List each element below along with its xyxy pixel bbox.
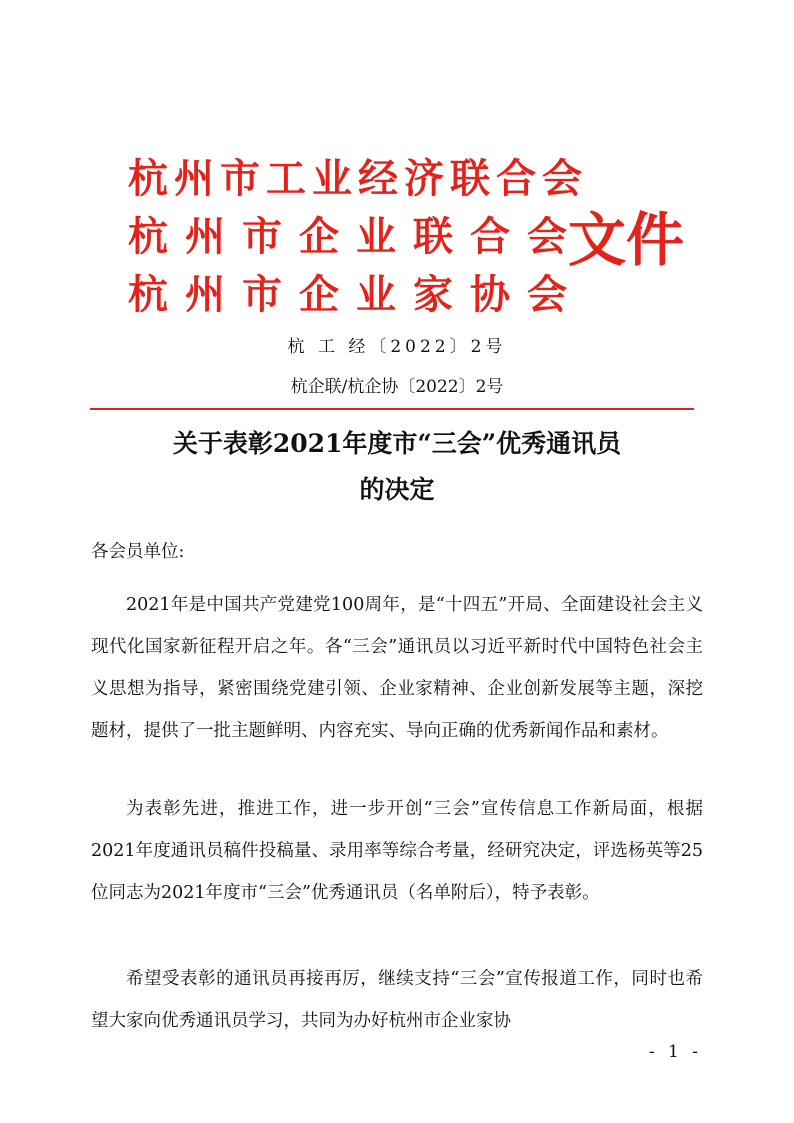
document-type-label: 文件 <box>568 206 685 274</box>
body-paragraph-3 <box>91 958 703 1042</box>
document-number-2: 杭企联/杭企协〔2022〕2号 <box>290 377 504 397</box>
paragraph-text: 2021年是中国共产党建党100周年，是“十四五”开局、全面建设社会主义现代化国家新征程开启之年。各“三会”通讯员以习近平新时代中国特色社会主义思想为指导，紧密围绕党建引领、企业家精神、企业创新发展等主题，深挖题材，提供了一批主题鲜明、内容充实、导向正确的优秀新闻作品和素材。 <box>91 595 703 741</box>
header-red-rule <box>90 408 694 410</box>
org-name-entrepreneurs-association: 杭州市企业家协会 <box>128 272 584 318</box>
paragraph-text: 为表彰先进，推进工作，进一步开创“三会”宣传信息工作新局面，根据2021年度通讯员稿件投稿量、录用率等综合考量，经研究决定，评选杨英等25位同志为2021年度市“三会”优秀通讯员（名单附后），特予表彰。 <box>91 799 703 903</box>
document-number-1: 杭 工 经〔2022〕2号 <box>287 337 507 357</box>
salutation: 各会员单位: <box>91 542 185 562</box>
body-paragraph-2 <box>91 788 703 914</box>
paragraph-text: 希望受表彰的通讯员再接再厉，继续支持“三会”宣传报道工作，同时也希望大家向优秀通讯员学习，共同为办好杭州市企业家协 <box>91 969 703 1031</box>
body-paragraph-1 <box>91 584 703 752</box>
page-number: - 1 - <box>648 1042 702 1062</box>
org-name-enterprise-federation: 杭州市企业联合会 <box>128 214 584 260</box>
org-name-industrial-economic-federation: 杭州市工业经济联合会 <box>128 156 588 202</box>
document-title-line-2: 的决定 <box>359 475 435 504</box>
document-title-line-1: 关于表彰2021年度市“三会”优秀通讯员 <box>172 429 622 458</box>
issuing-organizations <box>128 150 588 324</box>
